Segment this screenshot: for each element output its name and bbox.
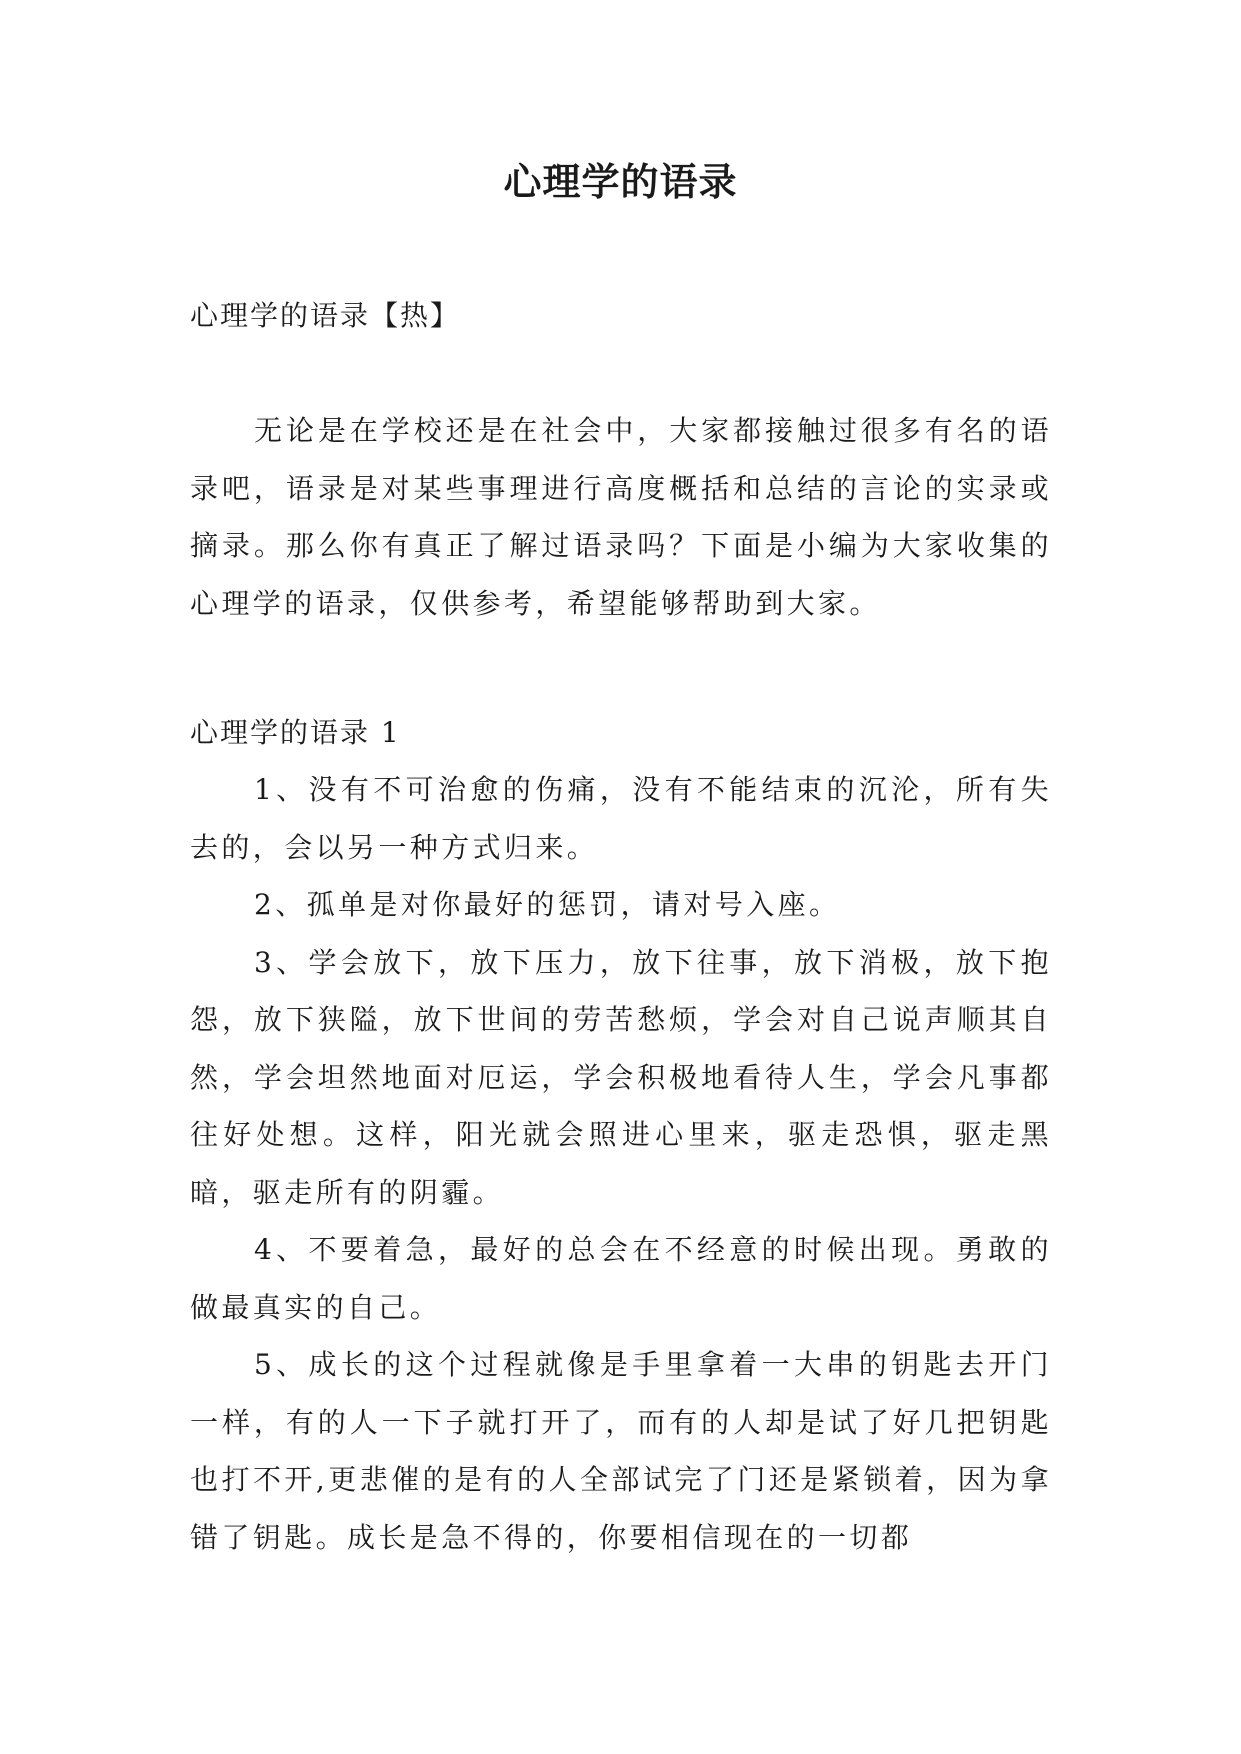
quote-item: 3、学会放下，放下压力，放下往事，放下消极，放下抱怨，放下狭隘，放下世间的劳苦愁烦，学会对自己说声顺其自然，学会坦然地面对厄运，学会积极地看待人生，学会凡事都往好处想。这样，阳光就会照进心里来，驱走恐惧，驱走黑暗，驱走所有的阴霾。: [190, 945, 1052, 1209]
intro-text: 无论是在学校还是在社会中，大家都接触过很多有名的语录吧，语录是对某些事理进行高度概括和总结的言论的实录或摘录。那么你有真正了解过语录吗？下面是小编为大家收集的心理学的语录，仅供参考，希望能够帮助到大家。: [190, 414, 1052, 620]
intro-paragraph: [190, 402, 1052, 632]
quote-item: 5、成长的这个过程就像是手里拿着一大串的钥匙去开门一样，有的人一下子就打开了，而有的人却是试了好几把钥匙也打不开,更悲催的是有的人全部试完了门还是紧锁着，因为拿错了钥匙。成长是急不得的，你要相信现在的一切都: [190, 1348, 1052, 1554]
document-subtitle: 心理学的语录【热】: [190, 299, 461, 332]
quote-list: [190, 761, 1052, 1566]
document-title: 心理学的语录: [503, 160, 738, 204]
quote-item: 2、孤单是对你最好的惩罚，请对号入座。: [254, 888, 841, 921]
section-heading: 心理学的语录 1: [190, 716, 401, 749]
quote-item: 1、没有不可治愈的伤痛，没有不能结束的沉沦，所有失去的，会以另一种方式归来。: [190, 773, 1052, 864]
quote-item: 4、不要着急，最好的总会在不经意的时候出现。勇敢的做最真实的自己。: [190, 1233, 1052, 1324]
